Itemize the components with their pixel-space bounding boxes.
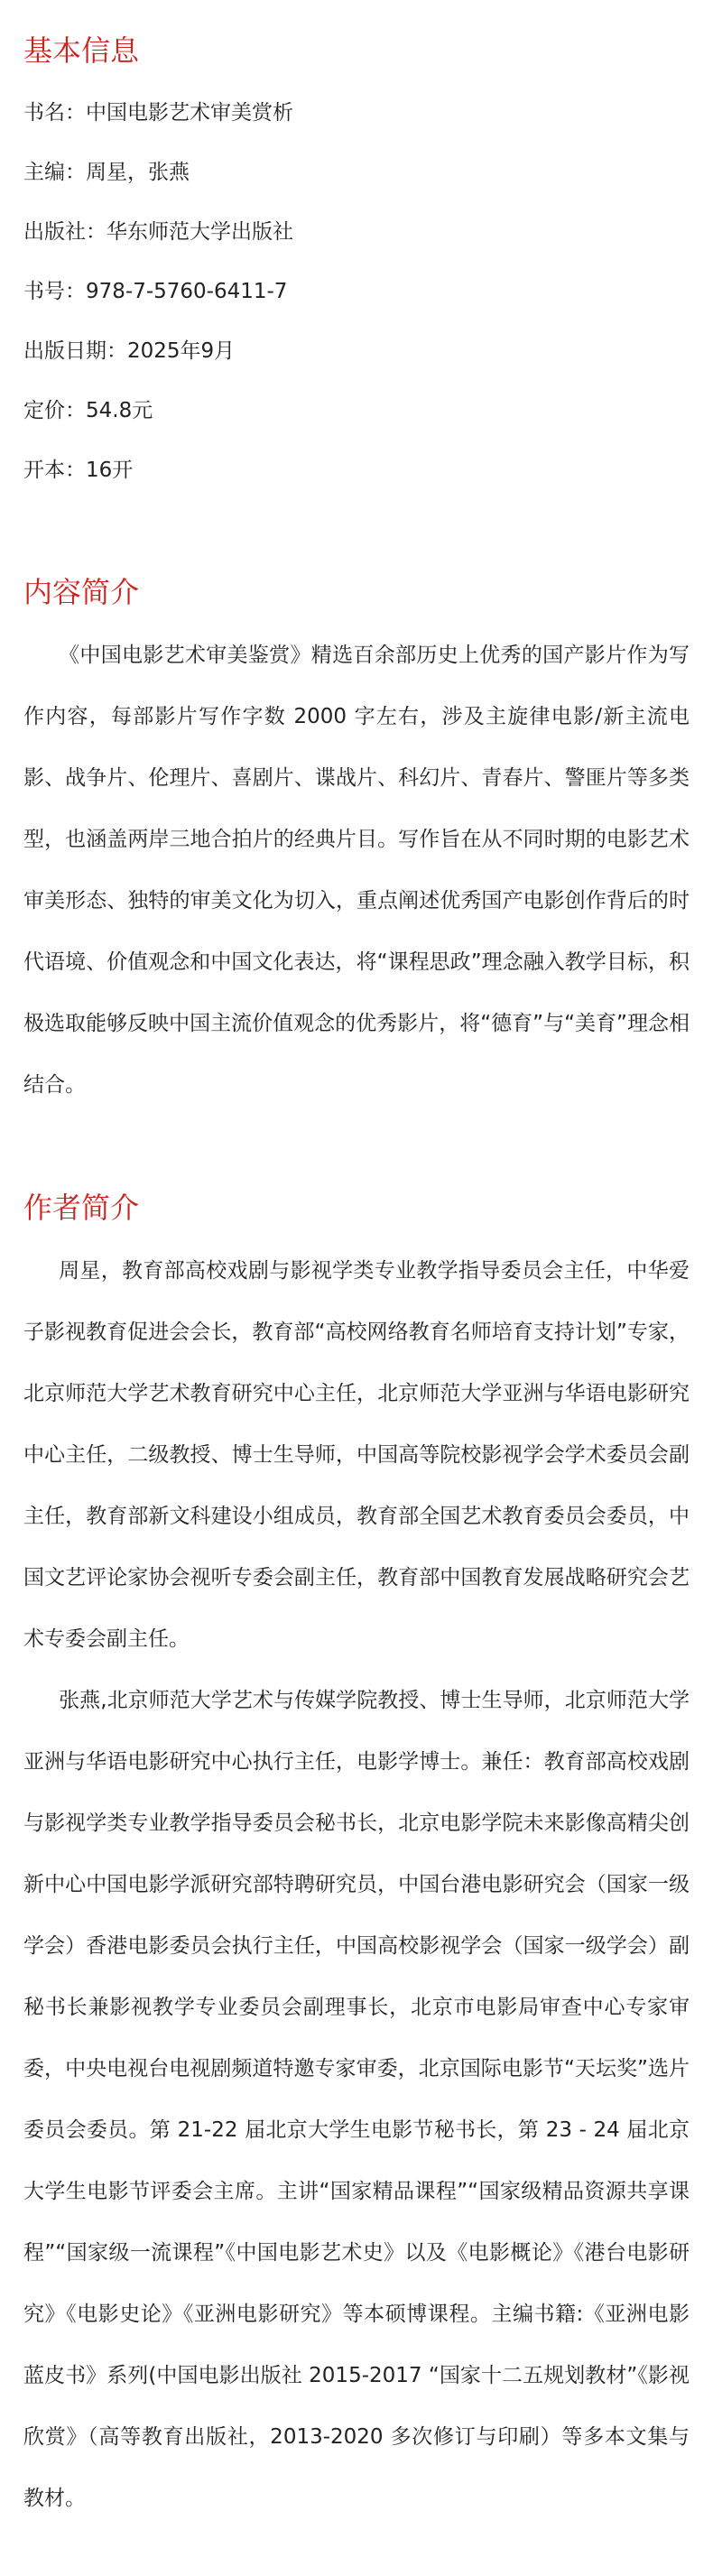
author-intro-section bbox=[23, 1188, 690, 2529]
info-row-book-title: 书名：中国电影艺术审美赏析 bbox=[23, 101, 293, 125]
content-intro-body bbox=[23, 625, 690, 1116]
info-row-publish-date: 出版日期：2025年9月 bbox=[23, 339, 236, 363]
author-intro-body bbox=[23, 1240, 690, 2529]
info-row-isbn: 书号：978-7-5760-6411-7 bbox=[23, 280, 288, 303]
author-paragraph-zhang-yan: 张燕,北京师范大学艺术与传媒学院教授、博士生导师，北京师范大学亚洲与华语电影研究中心执行主任，电影学博士。兼任：教育部高校戏剧与影视学类专业教学指导委员会秘书长，北京电影学院未来影像高精尖创新中心中国电影学派研究部特聘研究员，中国台港电影研究会（国家一级学会）香港电影委员会执行主任，中国高校影视学会（国家一级学会）副秘书长兼影视教学专业委员会副理事长，北京市电影局审查中心专家审委，中央电视台电视剧频道特邀专家审委，北京国际电影节“天坛奖”选片委员会委员。第 21-22 届北京大学生电影节秘书长，第 23 - 24 届北京大学生电影节评委会主席。主讲“国家精品课程”“国家级精品资源共享课程”“国家级一流课程”《中国电影艺术史》以及《电影概论》《港台电影研究》《电影史论》《亚洲电影研究》等本硕博课程。主编书籍:《亚洲电影蓝皮书》系列(中国电影出版社 2015-2017 “国家十二五规划教材”《影视欣赏》（高等教育出版社，2013-2020 多次修订与印刷）等多本文集与教材。 bbox=[23, 1689, 690, 2510]
basic-info-section bbox=[23, 31, 690, 500]
author-paragraph-zhou-xing: 周星，教育部高校戏剧与影视学类专业教学指导委员会主任，中华爱子影视教育促进会会长，教育部“高校网络教育名师培育支持计划”专家，北京师范大学艺术教育研究中心主任，北京师范大学亚洲与华语电影研究中心主任，二级教授、博士生导师，中国高等院校影视学会学术委员会副主任，教育部新文科建设小组成员，教育部全国艺术教育委员会委员，中国文艺评论家协会视听专委会副主任，教育部中国教育发展战略研究会艺术专委会副主任。 bbox=[23, 1259, 690, 1651]
basic-info-heading: 基本信息 bbox=[23, 33, 140, 68]
author-intro-heading: 作者简介 bbox=[23, 1191, 140, 1225]
info-row-editors: 主编：周星，张燕 bbox=[23, 161, 190, 184]
content-intro-heading: 内容简介 bbox=[23, 575, 140, 609]
content-intro-section bbox=[23, 572, 690, 1116]
info-row-publisher: 出版社：华东师范大学出版社 bbox=[23, 220, 293, 244]
basic-info-list bbox=[23, 83, 690, 500]
info-row-format: 开本：16开 bbox=[23, 459, 134, 482]
info-row-price: 定价：54.8元 bbox=[23, 399, 153, 422]
content-intro-paragraph: 《中国电影艺术审美鉴赏》精选百余部历史上优秀的国产影片作为写作内容，每部影片写作字数 2000 字左右，涉及主旋律电影/新主流电影、战争片、伦理片、喜剧片、谍战片、科幻片、青春片、警匪片等多类型，也涵盖两岸三地合拍片的经典片目。写作旨在从不同时期的电影艺术审美形态、独特的审美文化为切入，重点阐述优秀国产电影创作背后的时代语境、价值观念和中国文化表达，将“课程思政”理念融入教学目标，积极选取能够反映中国主流价值观念的优秀影片，将“德育”与“美育”理念相结合。 bbox=[23, 644, 690, 1097]
